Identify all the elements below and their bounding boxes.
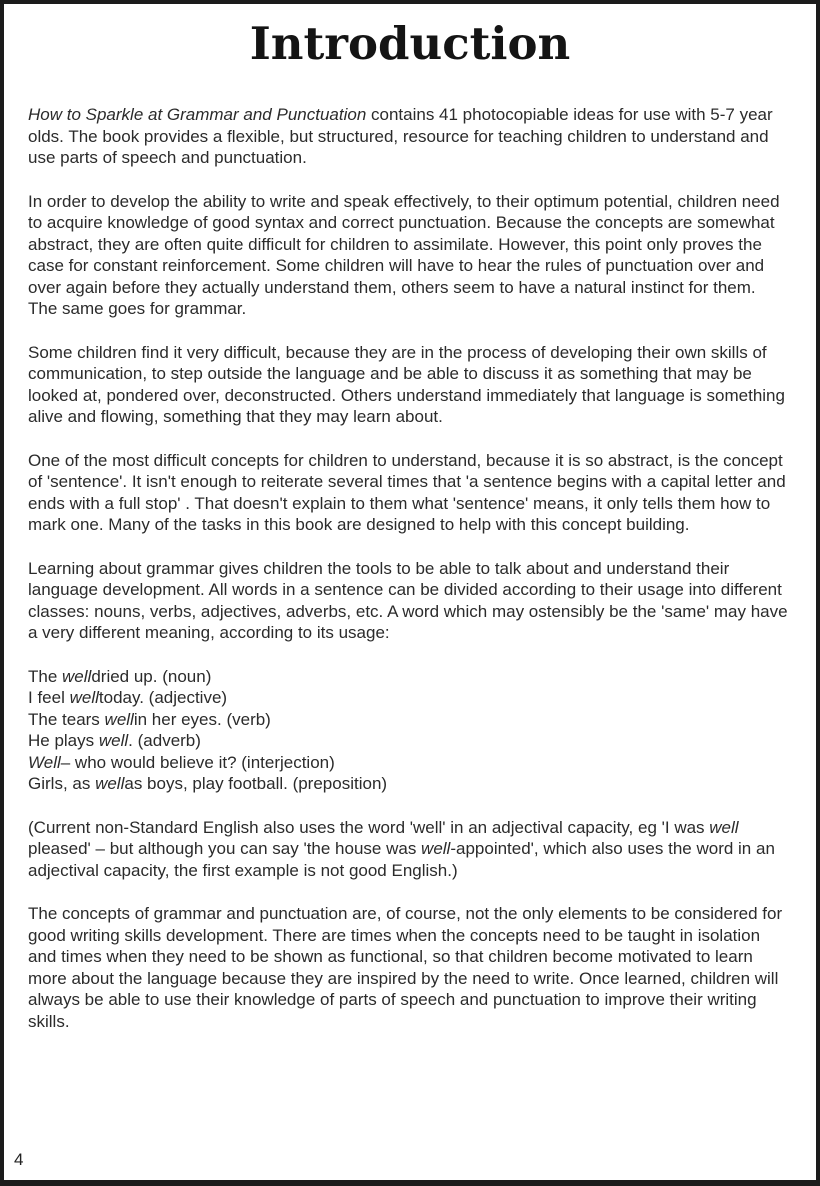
italic-text-segment: well: [95, 774, 125, 793]
text-segment: In order to develop the ability to write and speak effectively, to their optimum potential, children need to acquire knowledge of good syntax and correct punctuation. Because the concepts are somewhat abstract, they are often quite difficult for children to assimilate. However, this point only proves the case for constant reinforcement. Some children will have to hear the rules of punctuation over and over again before they actually understand them, others seem to have a natural instinct for them. The same goes for grammar.: [28, 191, 780, 318]
text-segment: contains 41 photocopiable ideas for use with 5-7 year olds. The book provides a flexible, but structured, resource for teaching children to understand and use parts of speech and punctuation.: [28, 105, 773, 167]
page-body: [4, 72, 816, 1032]
usage-examples-list: [28, 666, 788, 795]
text-segment: pleased' – but although you can say 'the house was: [28, 839, 422, 858]
example-line: [28, 709, 788, 731]
text-segment: I feel: [28, 688, 70, 707]
text-segment: (Current non-Standard English also uses the word 'well' in an adjectival capacity, eg 'I was: [28, 817, 710, 837]
text-segment: Some children find it very difficult, because they are in the process of developing their own skills of communication, to step outside the language and be able to discuss it as something that may be looked at, pondered over, deconstructed. Others understand immediately that language is something alive and flowing, something that they may learn about.: [28, 342, 785, 426]
italic-text-segment: well: [104, 709, 134, 729]
reinforcement-paragraph: [28, 191, 788, 320]
example-line: [28, 773, 788, 795]
non-standard-english-paragraph: [28, 817, 788, 882]
italic-text-segment: well: [709, 817, 739, 837]
italic-text-segment: How to Sparkle at Grammar and Punctuation: [28, 105, 367, 124]
word-classes-paragraph: [28, 558, 788, 644]
closing-paragraph: [28, 903, 788, 1032]
text-segment: The tears: [28, 709, 105, 729]
text-segment: . (adverb): [128, 731, 201, 750]
text-segment: today. (adjective): [98, 688, 228, 707]
example-line: [28, 730, 788, 752]
italic-text-segment: well: [98, 731, 129, 750]
page-number: 4: [14, 1150, 24, 1169]
text-segment: dried up. (noun): [91, 666, 212, 686]
italic-text-segment: well: [421, 839, 451, 858]
deconstruction-paragraph: [28, 342, 788, 428]
opening-paragraph: [28, 104, 788, 169]
page-title: Introduction: [249, 17, 571, 70]
text-segment: He plays: [28, 731, 99, 750]
text-segment: One of the most difficult concepts for children to understand, because it is so abstract, is the concept of 'sentence'. It isn't enough to reiterate several times that 'a sentence begins with a capital letter and ends with a full stop' . That doesn't explain to them what 'sentence' means, it only tells them how to mark one. Many of the tasks in this book are designed to help with this concept building.: [28, 450, 786, 534]
italic-text-segment: Well: [28, 752, 61, 772]
text-segment: The concepts of grammar and punctuation are, of course, not the only elements to be considered for good writing skills development. There are times when the concepts need to be taught in isolation and times when they need to be shown as functional, so that children become motivated to learn more about the language because they are inspired by the need to write. Once learned, children will always be able to use their knowledge of parts of speech and punctuation to improve their writing skills.: [28, 904, 783, 1031]
text-segment: in her eyes. (verb): [133, 709, 271, 729]
text-segment: Girls, as: [28, 774, 96, 793]
example-line: [28, 666, 788, 688]
italic-text-segment: well: [69, 688, 99, 707]
italic-text-segment: well: [62, 666, 92, 686]
text-segment: The: [28, 666, 63, 686]
text-segment: Learning about grammar gives children the tools to be able to talk about and understand their language development. All words in a sentence can be divided according to their usage into different classes: nouns, verbs, adjectives, adverbs, etc. A word which may ostensibly be the 'same' may have a very different meaning, according to its usage:: [28, 558, 788, 642]
text-segment: as boys, play football. (preposition): [124, 774, 388, 793]
example-line: [28, 687, 788, 709]
text-segment: – who would believe it? (interjection): [60, 752, 335, 772]
text-segment: -appointed', which also uses the word in an adjectival capacity, the first example is not good English.): [28, 839, 775, 880]
sentence-concept-paragraph: [28, 450, 788, 536]
example-line: [28, 752, 788, 774]
